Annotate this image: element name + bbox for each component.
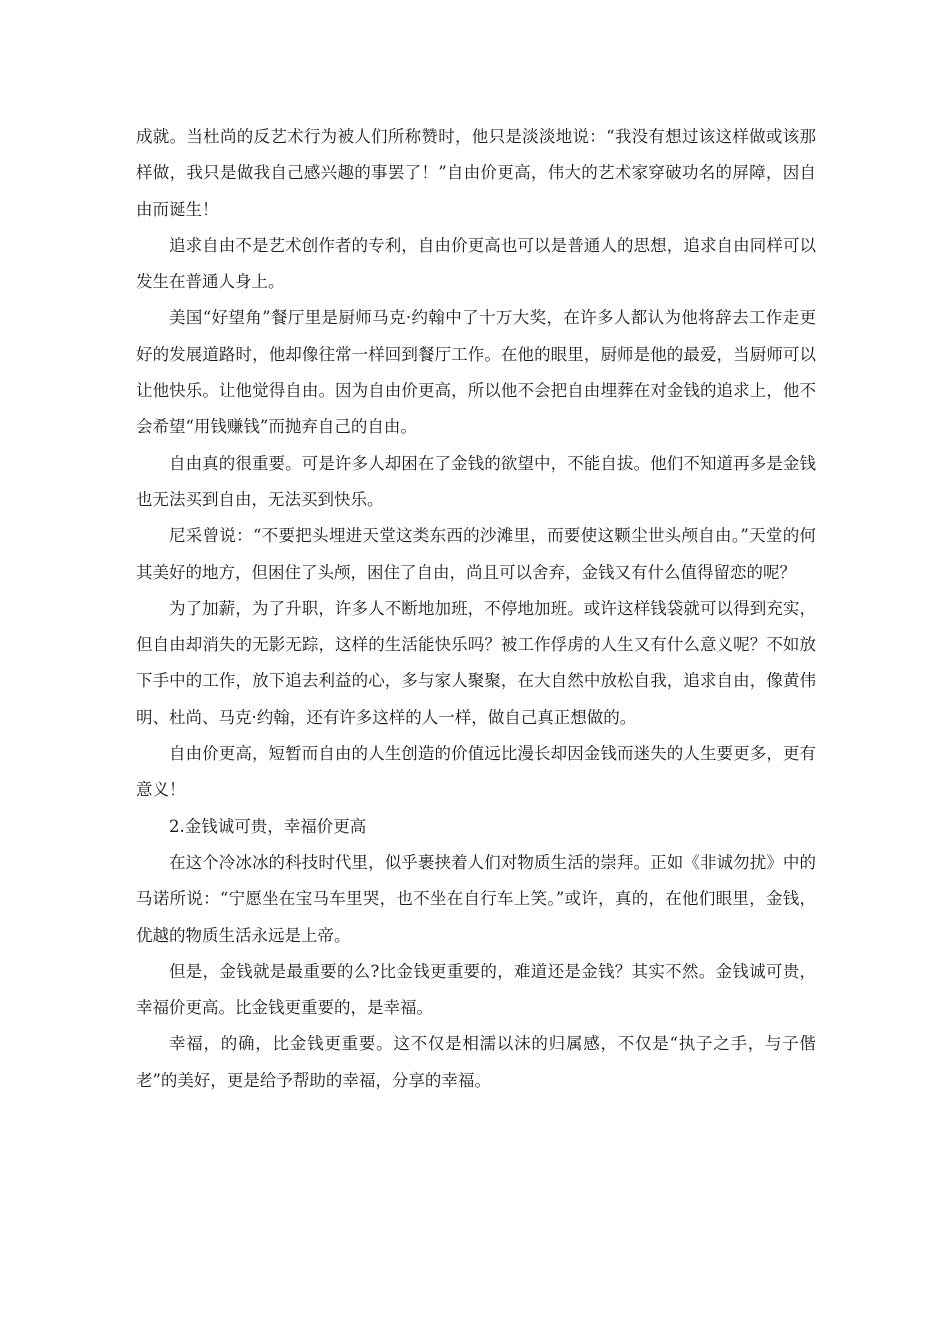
paragraph-8: 在这个冷冰冰的科技时代里，似乎裹挟着人们对物质生活的崇拜。正如《非诚勿扰》中的马诺所说：“宁愿坐在宝马车里哭，也不坐在自行车上笑。”或许，真的，在他们眼里，金钱，优越的物质生活永远是上帝。 (136, 852, 816, 945)
paragraph-10: 幸福，的确，比金钱更重要。这不仅是相濡以沫的归属感，不仅是“执子之手，与子偕老”的美好，更是给予帮助的幸福，分享的幸福。 (136, 1034, 816, 1090)
paragraph-2: 追求自由不是艺术创作者的专利，自由价更高也可以是普通人的思想，追求自由同样可以发生在普通人身上。 (136, 235, 816, 292)
document-body (136, 119, 816, 1099)
paragraph-3: 美国“好望角”餐厅里是厨师马克·约翰中了十万大奖，在许多人都认为他将辞去工作走更好的发展道路时，他却像往常一样回到餐厅工作。在他的眼里，厨师是他的最爱，当厨师可以让他快乐。让他觉得自由。因为自由价更高，所以他不会把自由埋葬在对金钱的追求上，他不会希望“用钱赚钱”而抛弃自己的自由。 (136, 308, 816, 437)
paragraph-1: 成就。当杜尚的反艺术行为被人们所称赞时，他只是淡淡地说：“我没有想过该这样做或该那样做，我只是做我自己感兴趣的事罢了！”自由价更高，伟大的艺术家穿破功名的屏障，因自由而诞生！ (136, 127, 816, 219)
paragraph-9: 但是，金钱就是最重要的么?比金钱更重要的，难道还是金钱？其实不然。金钱诚可贵，幸福价更高。比金钱更重要的，是幸福。 (136, 961, 816, 1018)
paragraph-6: 为了加薪，为了升职，许多人不断地加班，不停地加班。或许这样钱袋就可以得到充实，但自由却消失的无影无踪，这样的生活能快乐吗？被工作俘虏的人生又有什么意义呢？不如放下手中的工作，放下追去利益的心，多与家人聚聚，在大自然中放松自我，追求自由，像黄伟明、杜尚、马克·约翰，还有许多这样的人一样，做自己真正想做的。 (136, 598, 816, 727)
paragraph-4: 自由真的很重要。可是许多人却困在了金钱的欲望中，不能自拔。他们不知道再多是金钱也无法买到自由，无法买到快乐。 (136, 453, 816, 509)
paragraph-7: 自由价更高，短暂而自由的人生创造的价值远比漫长却因金钱而迷失的人生要更多，更有意义！ (136, 744, 816, 800)
paragraph-5: 尼采曾说：“不要把头埋进天堂这类东西的沙滩里，而要使这颗尘世头颅自由。”天堂的何其美好的地方，但困住了头颅，困住了自由，尚且可以舍弃，金钱又有什么值得留恋的呢？ (136, 526, 816, 582)
section-heading: 2.金钱诚可贵，幸福价更高 (169, 816, 367, 836)
